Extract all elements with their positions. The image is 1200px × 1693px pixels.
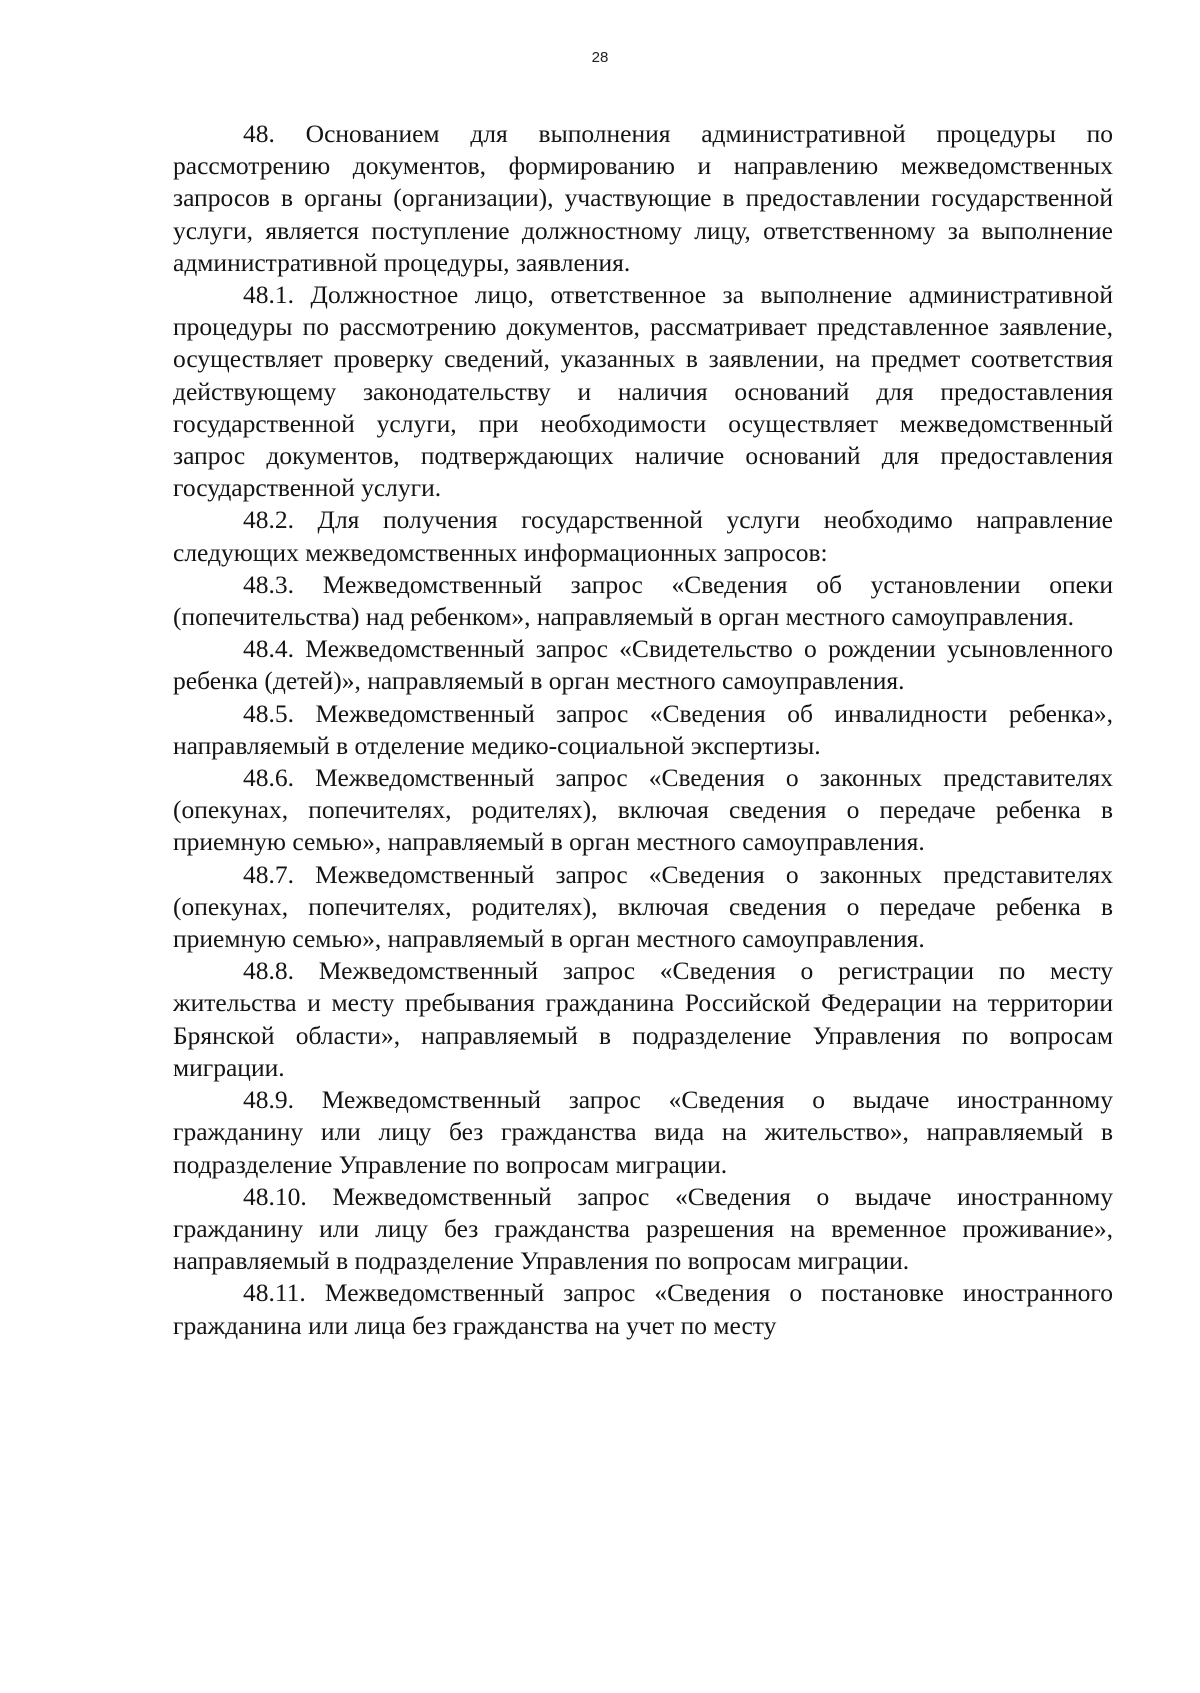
paragraph-48-2: 48.2. Для получения государственной услуги необходимо направление следующих межведомственных информационных запросов: <box>173 505 1113 567</box>
document-body <box>173 118 1113 1342</box>
paragraph-48-4: 48.4. Межведомственный запрос «Свидетельство о рождении усыновленного ребенка (детей)», направляемый в орган местного самоуправления. <box>173 634 1113 696</box>
paragraph-48-5: 48.5. Межведомственный запрос «Сведения об инвалидности ребенка», направляемый в отделение медико-социальной экспертизы. <box>173 698 1113 760</box>
paragraph-48-9: 48.9. Межведомственный запрос «Сведения о выдаче иностранному гражданину или лицу без гражданства вида на жительство», направляемый в подразделение Управление по вопросам миграции. <box>173 1085 1113 1179</box>
paragraph-48-7: 48.7. Межведомственный запрос «Сведения о законных представителях (опекунах, попечителях, родителях), включая сведения о передаче ребенка в приемную семью», направляемый в орган местного самоуправления. <box>173 859 1113 954</box>
paragraph-48-1: 48.1. Должностное лицо, ответственное за выполнение административной процедуры по рассмотрению документов, рассматривает представленное заявление, осуществляет проверку сведений, указанных в заявлении, на предмет соответствия действующему законодательству и наличия оснований для предоставления государственной услуги, при необходимости осуществляет межведомственный запрос документов, подтверждающих наличие оснований для предоставления государственной услуги. <box>173 280 1113 503</box>
paragraph-48-8: 48.8. Межведомственный запрос «Сведения о регистрации по месту жительства и месту пребывания гражданина Российской Федерации на территории Брянской области», направляемый в подразделение Управления по вопросам миграции. <box>173 956 1113 1082</box>
paragraph-48-6: 48.6. Межведомственный запрос «Сведения о законных представителях (опекунах, попечителях, родителях), включая сведения о передаче ребенка в приемную семью», направляемый в орган местного самоуправления. <box>173 763 1113 857</box>
paragraph-48: 48. Основанием для выполнения административной процедуры по рассмотрению документов, формированию и направлению межведомственных запросов в органы (организации), участвующие в предоставлении государственной услуги, является поступление должностному лицу, ответственному за выполнение административной процедуры, заявления. <box>173 119 1113 277</box>
page-number: 28 <box>591 49 609 66</box>
paragraph-48-3: 48.3. Межведомственный запрос «Сведения об установлении опеки (попечительства) над ребенком», направляемый в орган местного самоуправления. <box>173 569 1113 632</box>
paragraph-48-10: 48.10. Межведомственный запрос «Сведения о выдаче иностранному гражданину или лицу без гражданства разрешения на временное проживание», направляемый в подразделение Управления по вопросам миграции. <box>173 1181 1113 1276</box>
paragraph-48-11: 48.11. Межведомственный запрос «Сведения о постановке иностранного гражданина или лица без гражданства на учет по месту <box>173 1278 1113 1340</box>
